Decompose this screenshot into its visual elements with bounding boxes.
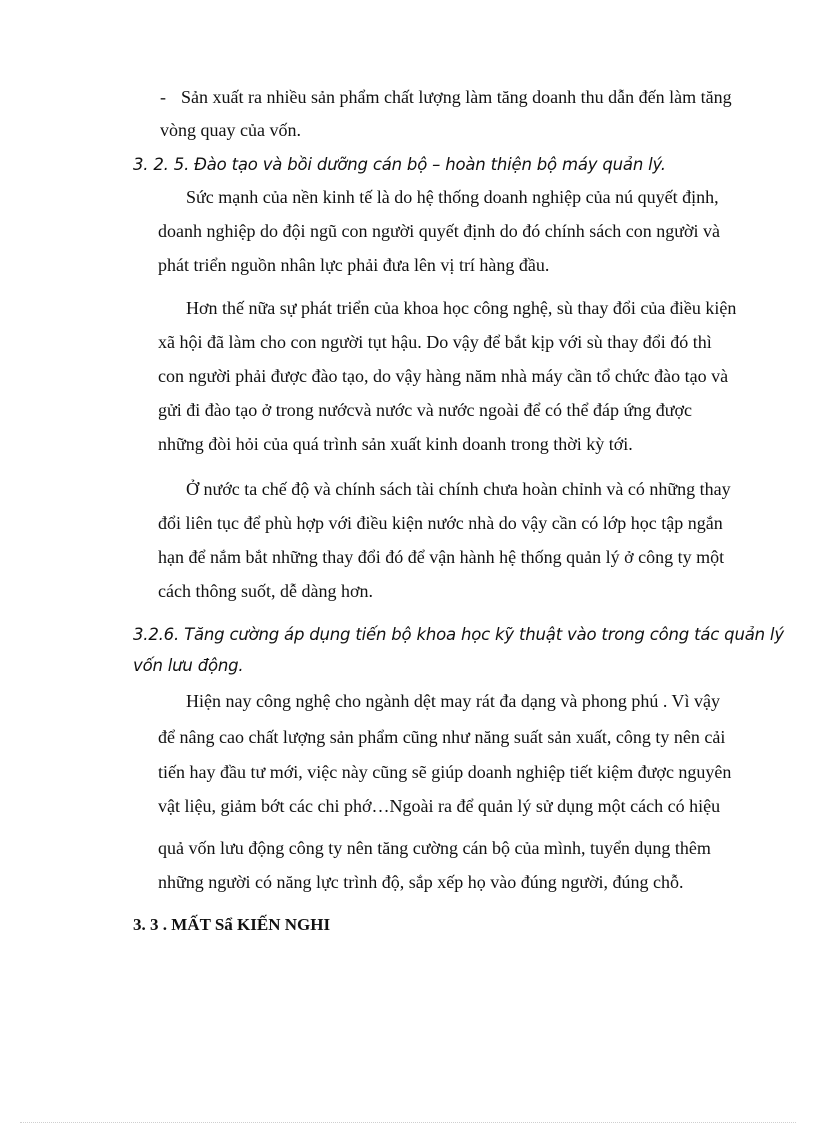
paragraph-4-line-2: để nâng cao chất lượng sản phẩm cũng như năng suất sản xuất, công ty nên cải [158, 727, 726, 747]
paragraph-1-line-2: doanh nghiệp do đội ngũ con người quyết định do đó chính sách con người và [158, 221, 720, 241]
paragraph-2-line-4: gửi đi đào tạo ở trong nướcvà nước và nước ngoài để có thể đáp ứng được [158, 400, 692, 420]
paragraph-2-line-3: con người phải được đào tạo, do vậy hàng năm nhà máy cần tổ chức đào tạo và [158, 366, 729, 386]
paragraph-1-line-3: phát triển nguồn nhân lực phải đưa lên vị trí hàng đầu. [158, 255, 550, 275]
bullet-text-line-2: vòng quay của vốn. [160, 120, 301, 140]
paragraph-2-line-5: những đòi hỏi của quá trình sản xuất kinh doanh trong thời kỳ tới. [158, 434, 633, 454]
paragraph-4-line-1: Hiện nay công nghệ cho ngành dệt may rát đa dạng và phong phú . Vì vậy [186, 691, 721, 711]
bullet-dash: - [160, 87, 166, 107]
paragraph-2-line-2: xã hội đã làm cho con người tụt hậu. Do vậy để bắt kịp với sù thay đổi đó thì [158, 332, 712, 352]
paragraph-3-line-2: đổi liên tục để phù hợp với điều kiện nước nhà do vậy cần có lớp học tập ngắn [158, 513, 723, 533]
paragraph-4-line-6: những người có năng lực trình độ, sắp xếp họ vào đúng người, đúng chỗ. [158, 872, 684, 892]
section-heading-3-3: 3. 3 . MẤT Sẩ KIẾN NGHI [133, 915, 331, 934]
bullet-text-line-1: Sản xuất ra nhiều sản phẩm chất lượng làm tăng doanh thu dẫn đến làm tăng [181, 87, 732, 107]
paragraph-4-line-4: vật liệu, giảm bớt các chi phớ…Ngoài ra để quản lý sử dụng một cách có hiệu [158, 796, 721, 816]
paragraph-2-line-1: Hơn thế nữa sự phát triển của khoa học công nghệ, sù thay đổi của điều kiện [186, 298, 737, 318]
paragraph-3-line-1: Ở nước ta chế độ và chính sách tài chính chưa hoàn chỉnh và có những thay [186, 479, 731, 499]
paragraph-4-line-3: tiến hay đầu tư mới, việc này cũng sẽ giúp doanh nghiệp tiết kiệm được nguyên [158, 762, 732, 782]
paragraph-4-line-5: quả vốn lưu động công ty nên tăng cường cán bộ của mình, tuyển dụng thêm [158, 838, 711, 858]
section-heading-3-2-6-line-1: 3.2.6. Tăng cường áp dụng tiến bộ khoa học kỹ thuật vào trong công tác quản lý [133, 625, 784, 644]
paragraph-1-line-1: Sức mạnh của nền kinh tế là do hệ thống doanh nghiệp của nú quyết định, [186, 187, 719, 207]
paragraph-3-line-4: cách thông suốt, dễ dàng hơn. [158, 581, 373, 601]
paragraph-3-line-3: hạn để nắm bắt những thay đổi đó để vận hành hệ thống quản lý ở công ty một [158, 547, 725, 567]
section-heading-3-2-5: 3. 2. 5. Đào tạo và bồi dưỡng cán bộ – hoàn thiện bộ máy quản lý. [133, 155, 666, 174]
section-heading-3-2-6-line-2: vốn lưu động. [133, 656, 244, 675]
